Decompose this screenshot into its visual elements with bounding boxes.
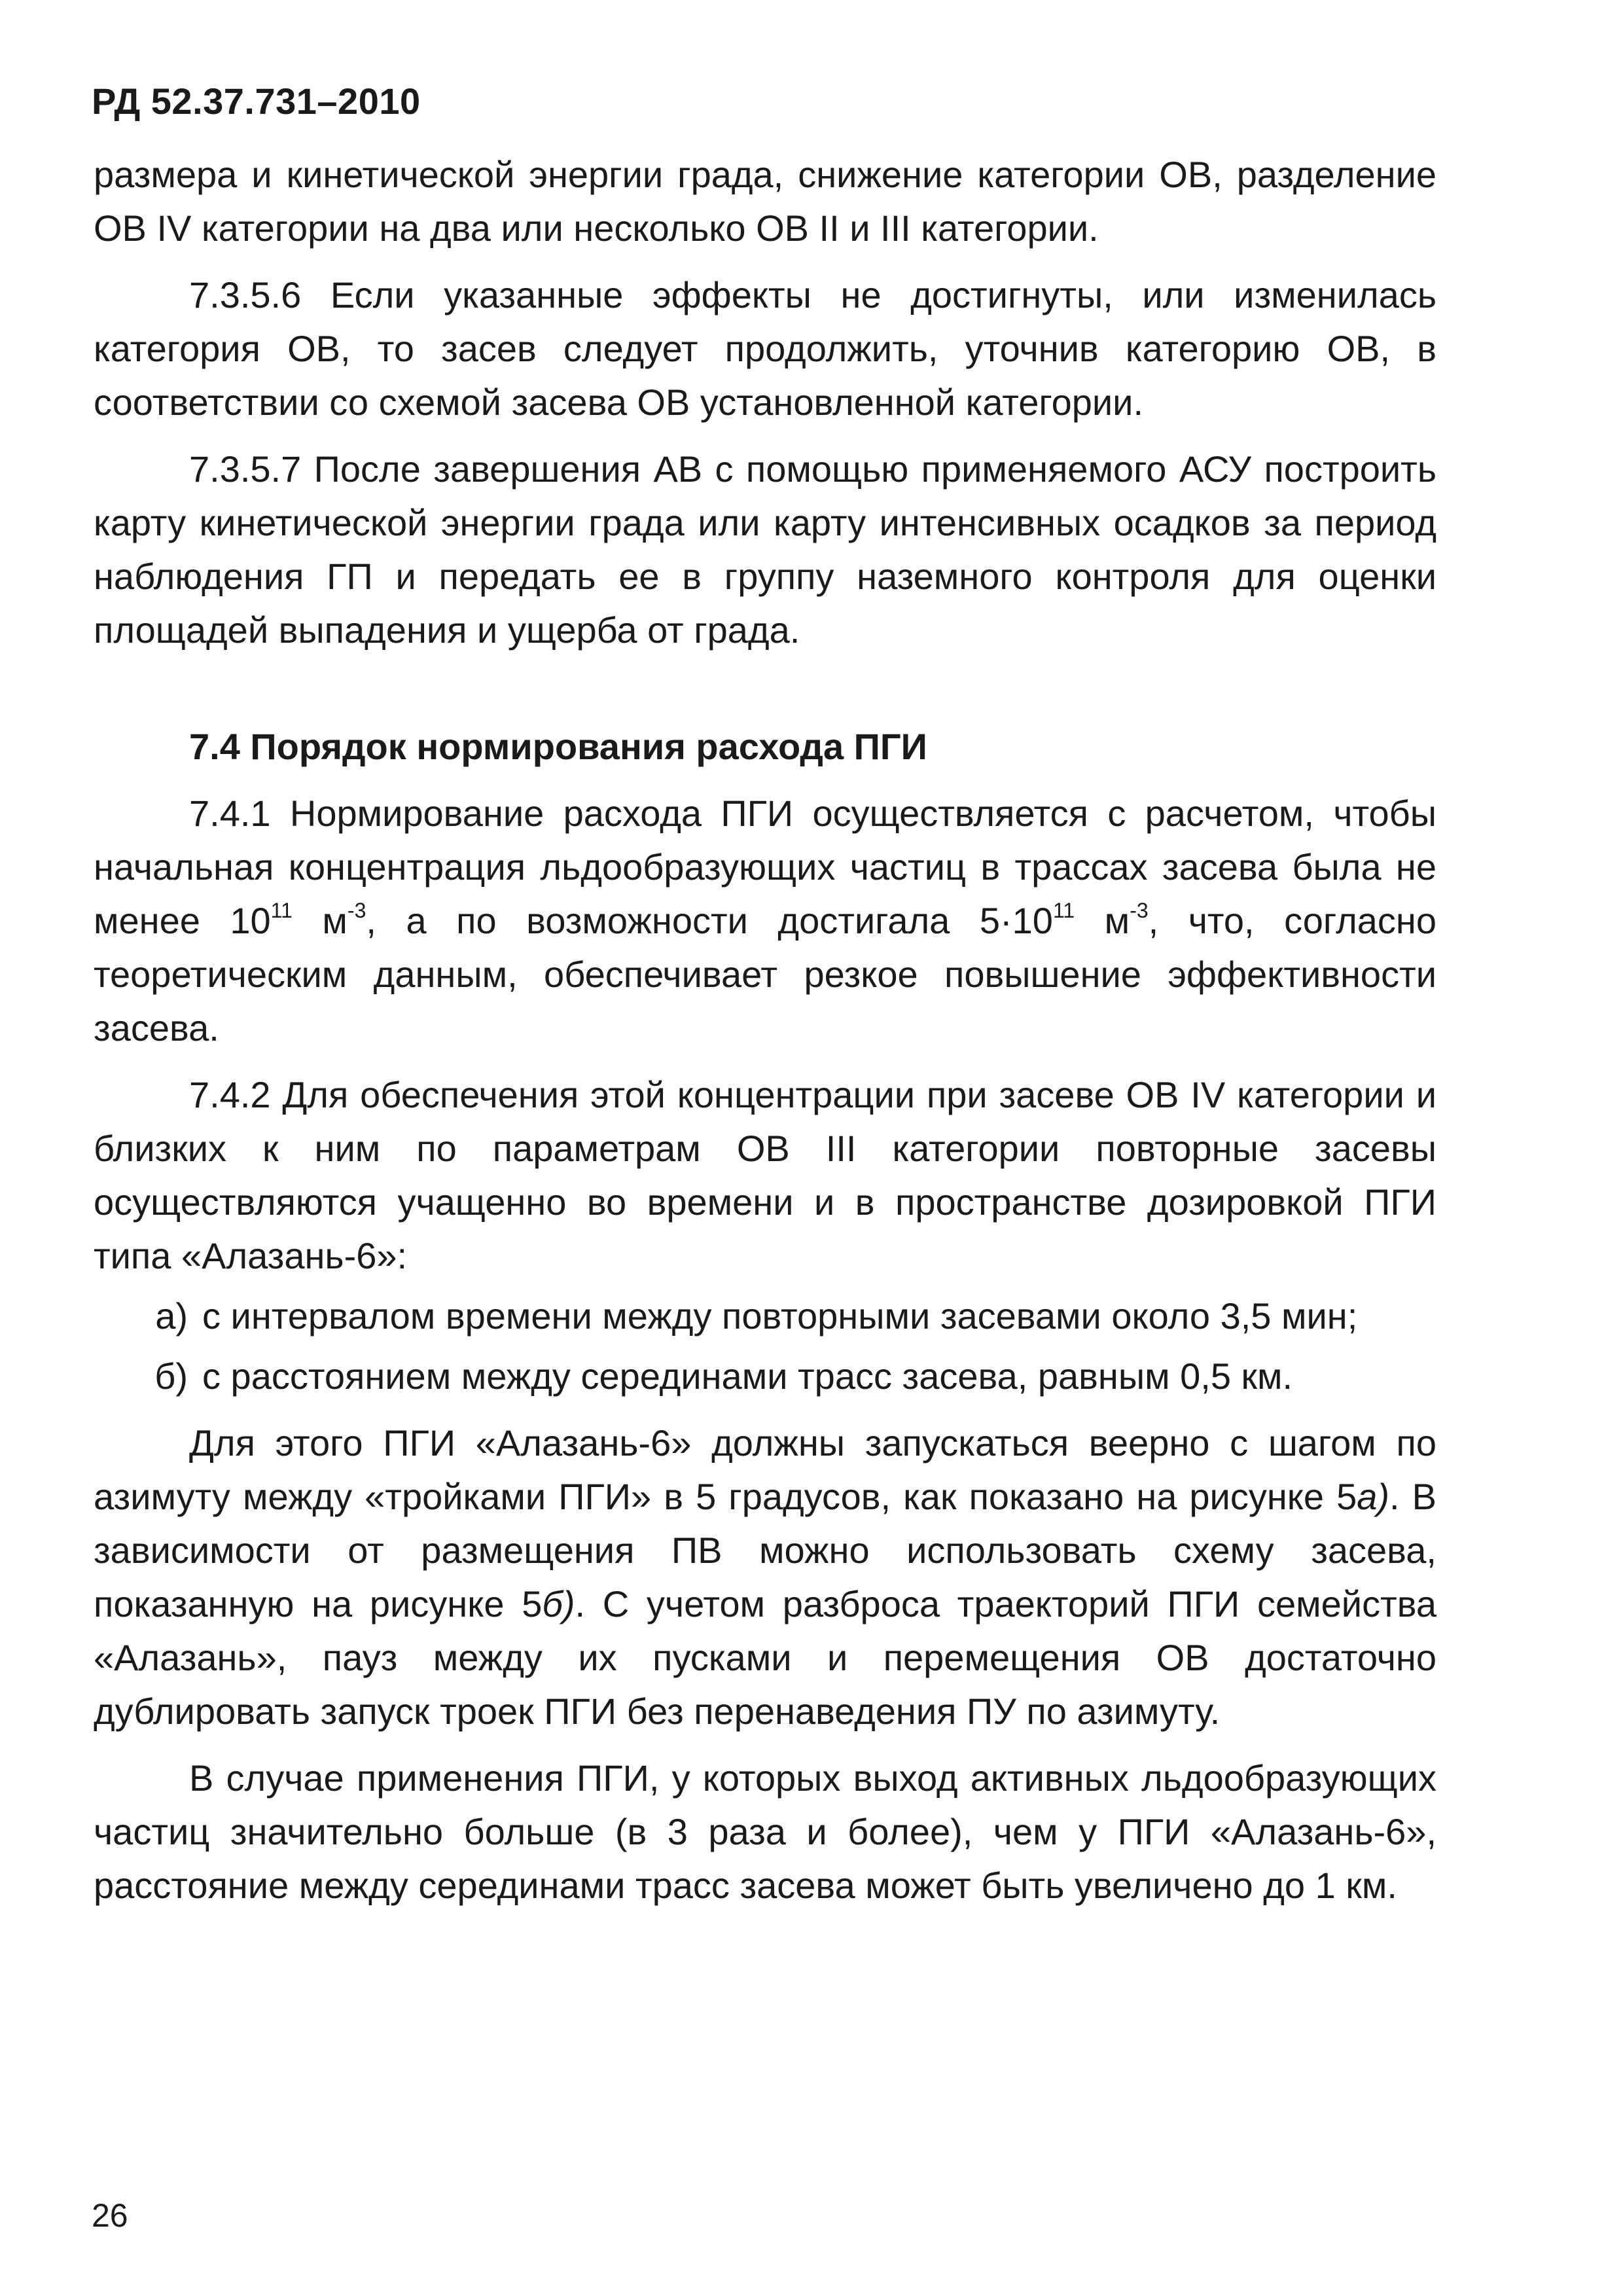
text-run: . В зависимости от размещения ПВ можно использовать схему засева, показанную на рисунке 5 [94,1476,1436,1624]
paragraph-7-3-5-6: 7.3.5.6 Если указанные эффекты не достигнуты, или изменилась категория ОВ, то засев следует продолжить, уточнив категорию ОВ, в соответствии со схемой засева ОВ установленной категории. [94,274,1436,423]
figure-ref: а) [1357,1476,1390,1517]
text-run: 7.4.1 Нормирование расхода ПГИ осуществляется с расчетом, чтобы начальная концентрация льдообразующих частиц в трассах засева была не менее 10 [94,793,1436,941]
text-run: Для этого ПГИ «Алазань-6» должны запускаться веерно с шагом по азимуту между «тройками ПГИ» в 5 градусов, как показано на рисунке 5 [94,1422,1436,1517]
figure-ref: б) [542,1583,575,1624]
paragraph-fan-launch [94,1416,1436,1738]
text-run: м [292,900,348,941]
superscript: -3 [347,899,366,922]
list-item [94,1289,1436,1343]
list-marker: а) [155,1295,188,1336]
list-item-text: с интервалом времени между повторными засевами около 3,5 мин; [202,1295,1358,1336]
paragraph-7-4-1 [94,787,1436,1055]
list-item-text: с расстоянием между серединами трасс засева, равным 0,5 км. [202,1355,1293,1397]
list-marker: б) [154,1355,188,1397]
text-run: . С учетом разброса траекторий ПГИ семейства «Алазань», пауз между их пусками и перемещения ОВ достаточно дублировать запуск троек ПГИ без перенаведения ПУ по азимуту. [94,1583,1436,1732]
text-run: м [1075,900,1130,941]
document-body [94,148,1436,1912]
superscript: 11 [1052,899,1075,922]
paragraph-7-3-5-7: 7.3.5.7 После завершения АВ с помощью применяемого АСУ построить карту кинетической энергии града или карту интенсивных осадков за период наблюдения ГП и передать ее в группу наземного контроля для оценки площадей выпадения и ущерба от града. [94,448,1436,651]
text-run: , что, согласно теоретическим данным, обеспечивает резкое повышение эффективности засева. [94,900,1436,1049]
superscript: -3 [1130,899,1149,922]
list-item [94,1350,1436,1403]
text-run: , а по возможности достигала 5·10 [366,900,1053,941]
section-heading-7-4: 7.4 Порядок нормирования расхода ПГИ [189,726,927,767]
superscript: 11 [270,899,293,922]
page-number: 26 [92,2197,128,2234]
document-code: РД 52.37.731–2010 [92,81,421,122]
paragraph-7-4-2: 7.4.2 Для обеспечения этой концентрации при засеве ОВ IV категории и близких к ним по параметрам ОВ III категории повторные засевы осуществляются учащенно во времени и в пространстве дозировкой ПГИ типа «Алазань-6»: [94,1074,1436,1276]
paragraph-continuation: размера и кинетической энергии града, снижение категории ОВ, разделение ОВ IV категории на два или несколько ОВ II и III категории. [94,154,1436,249]
paragraph-alternative-pgi: В случае применения ПГИ, у которых выход активных льдообразующих частиц значительно больше (в 3 раза и более), чем у ПГИ «Алазань-6», расстояние между серединами трасс засева может быть увеличено до 1 км. [94,1757,1436,1906]
